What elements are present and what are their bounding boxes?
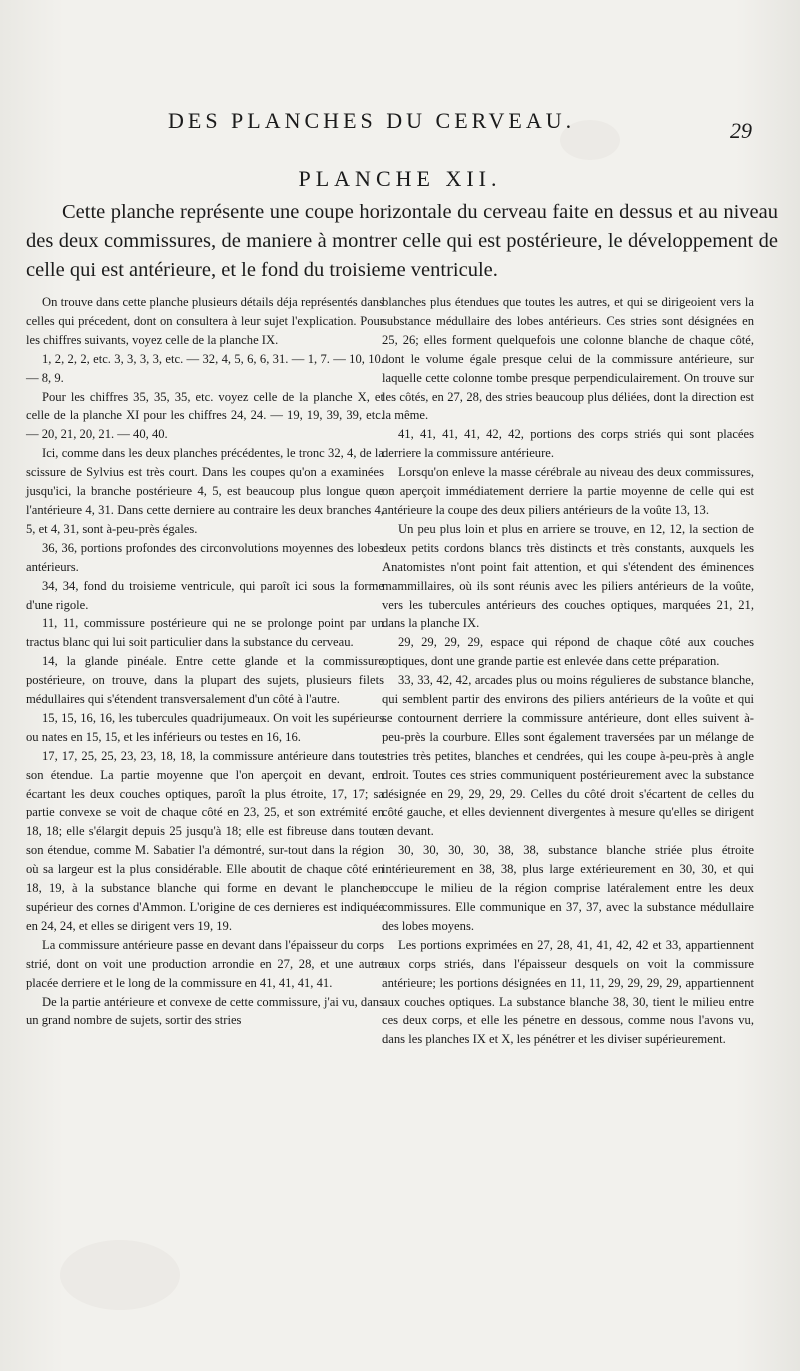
paragraph: 36, 36, portions profondes des circonvolutions moyennes des lobes antérieurs. [26,540,384,574]
running-head [0,108,800,142]
running-title: DES PLANCHES DU CERVEAU. [168,108,576,133]
paragraph: 11, 11, commissure postérieure qui ne se prolonge point par un tractus blanc qui lui soit particulier dans la substance du cerveau. [26,616,384,650]
paragraph: 33, 33, 42, 42, arcades plus ou moins régulieres de substance blanche, qui semblent partir des environs des piliers antérieurs de la voûte et qui se contournent derriere la commissure antérieure, dont elles suivent à-peu-près la courbure. Elles sont également traversées par un mélange de stries très petites, blanches et cendrées, qui les coupe à-peu-près à angle droit. Toutes ces stries communiquent postérieurement avec la substance désignée en 29, 29, 29, 29. Celles du côté droit s'écartent de celles du côté gauche, et elles deviennent divergentes à mesure qu'elles se dirigent en devant. [382,673,754,839]
paragraph: 34, 34, fond du troisieme ventricule, qui paroît ici sous la forme d'une rigole. [26,578,384,612]
paper-stain [60,1240,180,1310]
intro-paragraph: Cette planche représente une coupe horizontale du cerveau faite en dessus et au niveau des deux commissures, de maniere à montrer celle qui est postérieure, le développement de celle qui est antérieure, et le fond du troisieme ventricule. [26,201,778,281]
paragraph: 30, 30, 30, 30, 38, 38, substance blanche striée plus étroite intérieurement en 38, 38, plus large extérieurement en 30, 30, et qui occupe le milieu de la région comprise latéralement entre les deux commissures. Elle communique en 37, 37, avec la substance médullaire des lobes moyens. [382,843,754,933]
page-number: 29 [730,118,752,143]
right-column [382,293,754,1049]
paragraph: 41, 41, 41, 41, 42, 42, portions des corps striés qui sont placées derriere la commissure antérieure. [382,427,754,461]
paragraph: Les portions exprimées en 27, 28, 41, 41, 42, 42 et 33, appartiennent aux corps striés, dans l'épaisseur desquels on voit la commissure antérieure; les portions désignées en 11, 11, 29, 29, 29, 29, appartiennent aux couches optiques. La substance blanche 38, 30, tient le milieu entre ces deux corps, et elle les pénetre en dessous, comme nous l'avons vu, dans les planches IX et X, les pénétrer et les diviser supérieurement. [382,937,754,1047]
paragraph: Un peu plus loin et plus en arriere se trouve, en 12, 12, la section de deux petits cordons blancs très distincts et très constants, auxquels les Anatomistes n'ont point fait attention, et qui s'étendent des éminences mammillaires, où ils sont réunis avec les piliers antérieurs de la voûte, vers les tubercules antérieurs des couches optiques, marquées 21, 21, dans la planche IX. [382,521,754,631]
paragraph: De la partie antérieure et convexe de cette commissure, j'ai vu, dans un grand nombre de sujets, sortir des stries [26,994,384,1028]
paragraph: blanches plus étendues que toutes les autres, et qui se dirigeoient vers la substance médullaire des lobes antérieurs. Ces stries sont désignées en 25, 26; elles forment quelquefois une colonne blanche de chaque côté, dont le volume égale presque celui de la commissure antérieure, sur laquelle cette colonne tombe presque perpendiculairement. On trouve sur les côtés, en 27, 28, des stries beaucoup plus déliées, dont la direction est la même. [382,295,754,423]
paragraph: 15, 15, 16, 16, les tubercules quadrijumeaux. On voit les supérieurs ou nates en 15, 15, et les inférieurs ou testes en 16, 16. [26,710,384,744]
paragraph: On trouve dans cette planche plusieurs détails déja représentés dans celles qui précedent, dont on consultera à leur sujet l'explication. Pour les chiffres suivants, voyez celle de la planche IX. [26,295,384,347]
plate-title: PLANCHE XII. [298,166,502,191]
paragraph: 1, 2, 2, 2, etc. 3, 3, 3, 3, etc. — 32, 4, 5, 6, 6, 31. — 1, 7. — 10, 10. — 8, 9. [26,351,384,385]
paragraph: La commissure antérieure passe en devant dans l'épaisseur du corps strié, dont on voit une production arrondie en 27, 28, et une autre placée derriere et le long de la commissure en 41, 41, 41, 41. [26,937,384,990]
paragraph: Lorsqu'on enleve la masse cérébrale au niveau des deux commissures, on aperçoit immédiatement derriere la partie moyenne de celle qui est antérieure la coupe des deux piliers antérieurs de la voûte 13, 13. [382,465,754,517]
paragraph: 17, 17, 25, 25, 23, 23, 18, 18, la commissure antérieure dans toute son étendue. La partie moyenne que l'on aperçoit en devant, en écartant les deux couches optiques, paroît la plus étroite, 17, 17; sa partie convexe se voit de chaque côté en 23, 25, et son extrémité en 18, 18; elle s'élargit depuis 25 jusqu'à 18; elle est fibreuse dans toute son étendue, comme M. Sabatier l'a démontré, sur-tout dans la région où sa largeur est la plus considérable. Elle aboutit de chaque côté en 18, 19, à la substance blanche qui forme en devant le plancher supérieur des cornes d'Ammon. L'origine de ces dernieres est indiquée en 24, 24, et elles se dirigent vers 19, 19. [26,748,384,933]
paragraph: 14, la glande pinéale. Entre cette glande et la commissure postérieure, on trouve, dans la plupart des sujets, plusieurs filets médullaires qui s'étendent transversalement d'un côté à l'autre. [26,654,384,707]
left-column [26,293,384,1030]
paragraph: 29, 29, 29, 29, espace qui répond de chaque côté aux couches optiques, dont une grande partie est enlevée dans cette préparation. [382,635,754,669]
paragraph: Ici, comme dans les deux planches précédentes, le tronc 32, 4, de la scissure de Sylvius est très court. Dans les coupes qu'on a examinées jusqu'ici, la branche postérieure 4, 5, est beaucoup plus longue que l'antérieure 4, 31. Dans cette derniere au contraire les deux branches 4, 5, et 4, 31, sont à-peu-près égales. [26,446,384,536]
paragraph: Pour les chiffres 35, 35, 35, etc. voyez celle de la planche X, et celle de la planche XI pour les chiffres 24, 24. — 19, 19, 39, 39, etc. — 20, 21, 20, 21. — 40, 40. [26,389,384,442]
